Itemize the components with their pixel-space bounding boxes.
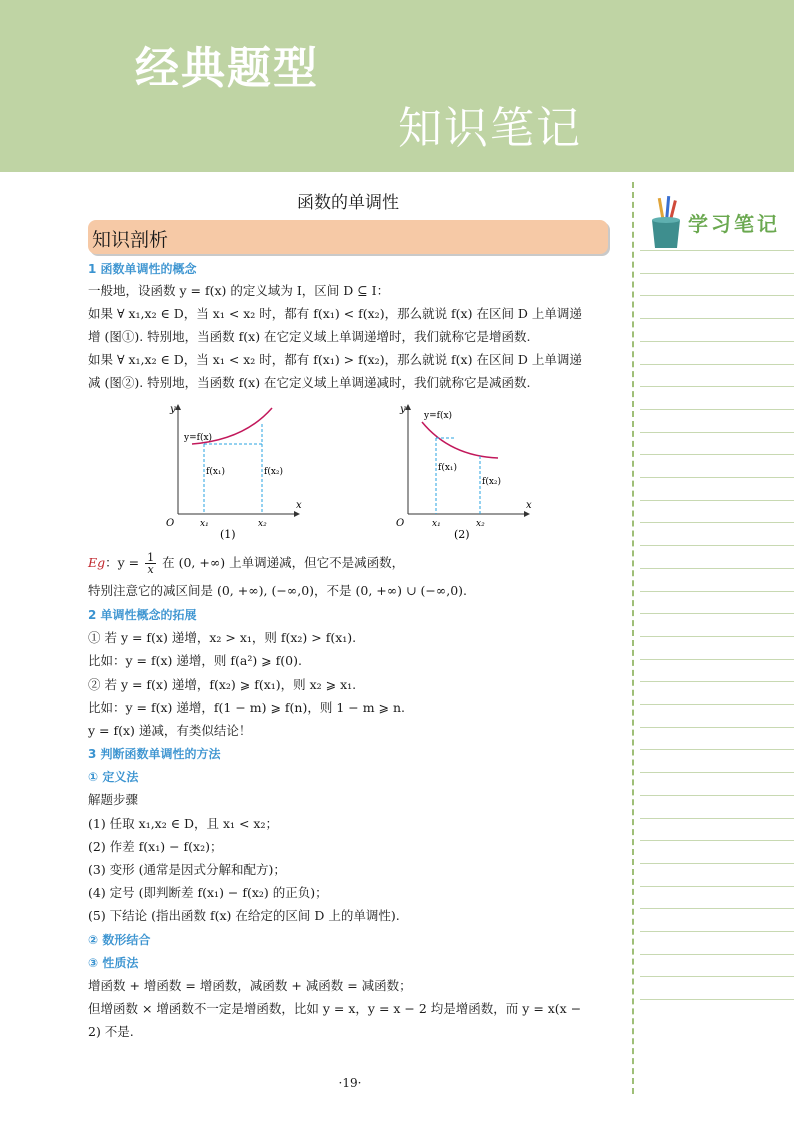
fx1-label: f(x₁): [206, 467, 226, 477]
note-line: [640, 613, 794, 614]
note-line: [640, 273, 794, 274]
paragraph-2a: 如果 ∀ x₁,x₂ ∈ D，当 x₁ < x₂ 时，都有 f(x₁) < f(x₂)，那么就说 f(x) 在区间 D 上单调递: [88, 306, 582, 321]
example-rest: 在 (0, +∞) 上单调递减，但它不是减函数，: [162, 555, 405, 570]
header-banner: [0, 0, 794, 172]
paragraph-6: 比如：y = f(x) 递增，则 f(a²) ⩾ f(0).: [88, 653, 302, 668]
fx2-label: f(x₂): [482, 477, 502, 487]
note-line: [640, 954, 794, 955]
fraction-denominator: x: [147, 563, 154, 576]
figure-caption: (1): [220, 528, 236, 540]
note-line: [640, 704, 794, 705]
fx1-label: f(x₁): [438, 463, 458, 473]
paragraph-2b: 增 (图①). 特别地，当函数 f(x) 在它定义域上单调递增时，我们就称它是增函数.: [88, 329, 531, 344]
curve-label: y=f(x): [184, 433, 213, 443]
figure-caption: (2): [454, 528, 470, 540]
header-title-line1: 经典题型: [135, 43, 319, 94]
curve-label: y=f(x): [424, 411, 453, 421]
paragraph-4: 特别注意它的减区间是 (0, +∞), (−∞,0)，不是 (0, +∞) ∪ (−∞,0).: [88, 583, 467, 598]
y-axis-label: y: [400, 404, 406, 415]
note-line: [640, 568, 794, 569]
pencil-cup-icon: [646, 194, 686, 250]
heading-1: 1 函数单调性的概念: [88, 262, 197, 276]
note-line: [640, 318, 794, 319]
paragraph-5: ① 若 y = f(x) 递增，x₂ > x₁，则 f(x₂) > f(x₁).: [88, 630, 357, 645]
section-banner: [88, 220, 608, 254]
note-line: [640, 522, 794, 523]
note-line: [640, 840, 794, 841]
paragraph-17b: 2) 不是.: [88, 1024, 134, 1039]
y-axis-label: y: [170, 404, 176, 415]
fx2-label: f(x₂): [264, 467, 284, 477]
example-prefix: ：y =: [105, 555, 140, 570]
origin-label: O: [396, 518, 405, 529]
fraction: [145, 552, 156, 575]
x-axis-label: x: [296, 500, 302, 511]
section-title: 知识剖析: [92, 229, 169, 251]
note-line: [640, 250, 794, 251]
paragraph-12: (2) 作差 f(x₁) − f(x₂)；: [88, 839, 223, 854]
note-line: [640, 818, 794, 819]
paragraph-1: 一般地，设函数 y = f(x) 的定义域为 I，区间 D ⊆ I：: [88, 283, 390, 298]
origin-label: O: [166, 518, 175, 529]
note-line: [640, 545, 794, 546]
note-line: [640, 863, 794, 864]
paragraph-7: ② 若 y = f(x) 递增，f(x₂) ⩾ f(x₁)，则 x₂ ⩾ x₁.: [88, 677, 357, 692]
paragraph-3a: 如果 ∀ x₁,x₂ ∈ D，当 x₁ < x₂ 时，都有 f(x₁) > f(x₂)，那么就说 f(x) 在区间 D 上单调递: [88, 352, 582, 367]
note-line: [640, 432, 794, 433]
note-line: [640, 886, 794, 887]
paragraph-8: 比如：y = f(x) 递增，f(1 − m) ⩾ f(n)，则 1 − m ⩾ n.: [88, 700, 405, 715]
note-line: [640, 908, 794, 909]
x2-label: x₂: [258, 519, 267, 529]
paragraph-9: y = f(x) 递减，有类似结论！: [88, 723, 252, 738]
note-line: [640, 772, 794, 773]
heading-3a: ① 定义法: [88, 770, 139, 784]
note-line: [640, 295, 794, 296]
decreasing-curve: [422, 422, 498, 458]
y-axis-arrow-icon: [175, 404, 181, 410]
paragraph-16: 增函数 + 增函数 = 增函数，减函数 + 减函数 = 减函数；: [88, 978, 412, 993]
note-line: [640, 749, 794, 750]
x1-label: x₁: [432, 519, 441, 529]
note-line: [640, 659, 794, 660]
note-line: [640, 591, 794, 592]
heading-3b: ② 数形结合: [88, 933, 151, 947]
note-line: [640, 636, 794, 637]
heading-3: 3 判断函数单调性的方法: [88, 747, 221, 761]
paragraph-15: (5) 下结论 (指出函数 f(x) 在给定的区间 D 上的单调性).: [88, 908, 400, 923]
note-line: [640, 341, 794, 342]
note-line: [640, 727, 794, 728]
page-title: 函数的单调性: [297, 193, 399, 213]
x2-label: x₂: [476, 519, 485, 529]
note-line: [640, 454, 794, 455]
note-line: [640, 999, 794, 1000]
note-line: [640, 795, 794, 796]
figure-decreasing: [384, 400, 534, 540]
x-axis-arrow-icon: [294, 511, 300, 517]
note-line: [640, 500, 794, 501]
fraction-numerator: 1: [147, 551, 155, 564]
heading-2: 2 单调性概念的拓展: [88, 608, 197, 622]
y-axis-arrow-icon: [405, 404, 411, 410]
heading-3c: ③ 性质法: [88, 956, 139, 970]
note-line: [640, 477, 794, 478]
sidebar-title: 学习笔记: [688, 212, 780, 236]
paragraph-17a: 但增函数 × 增函数不一定是增函数，比如 y = x，y = x − 2 均是增函数，而 y = x(x −: [88, 1001, 582, 1016]
note-line: [640, 386, 794, 387]
example-line: [88, 552, 404, 575]
paragraph-14: (4) 定号 (即判断差 f(x₁) − f(x₂) 的正负)；: [88, 885, 328, 900]
paragraph-3b: 减 (图②). 特别地，当函数 f(x) 在它定义域上单调递减时，我们就称它是减函数.: [88, 375, 531, 390]
sidebar-divider: [632, 182, 634, 1094]
paragraph-11: (1) 任取 x₁,x₂ ∈ D，且 x₁ < x₂；: [88, 816, 278, 831]
x1-label: x₁: [200, 519, 209, 529]
x-axis-label: x: [526, 500, 532, 511]
page-number: ·19·: [338, 1076, 362, 1090]
note-line: [640, 681, 794, 682]
note-line: [640, 409, 794, 410]
example-label: Eg: [88, 555, 106, 570]
note-line: [640, 931, 794, 932]
note-line: [640, 364, 794, 365]
header-title-line2: 知识笔记: [398, 103, 582, 154]
paragraph-13: (3) 变形 (通常是因式分解和配方)；: [88, 862, 286, 877]
figure-increasing: [154, 400, 304, 540]
note-line: [640, 976, 794, 977]
paragraph-10: 解题步骤: [88, 792, 139, 807]
x-axis-arrow-icon: [524, 511, 530, 517]
